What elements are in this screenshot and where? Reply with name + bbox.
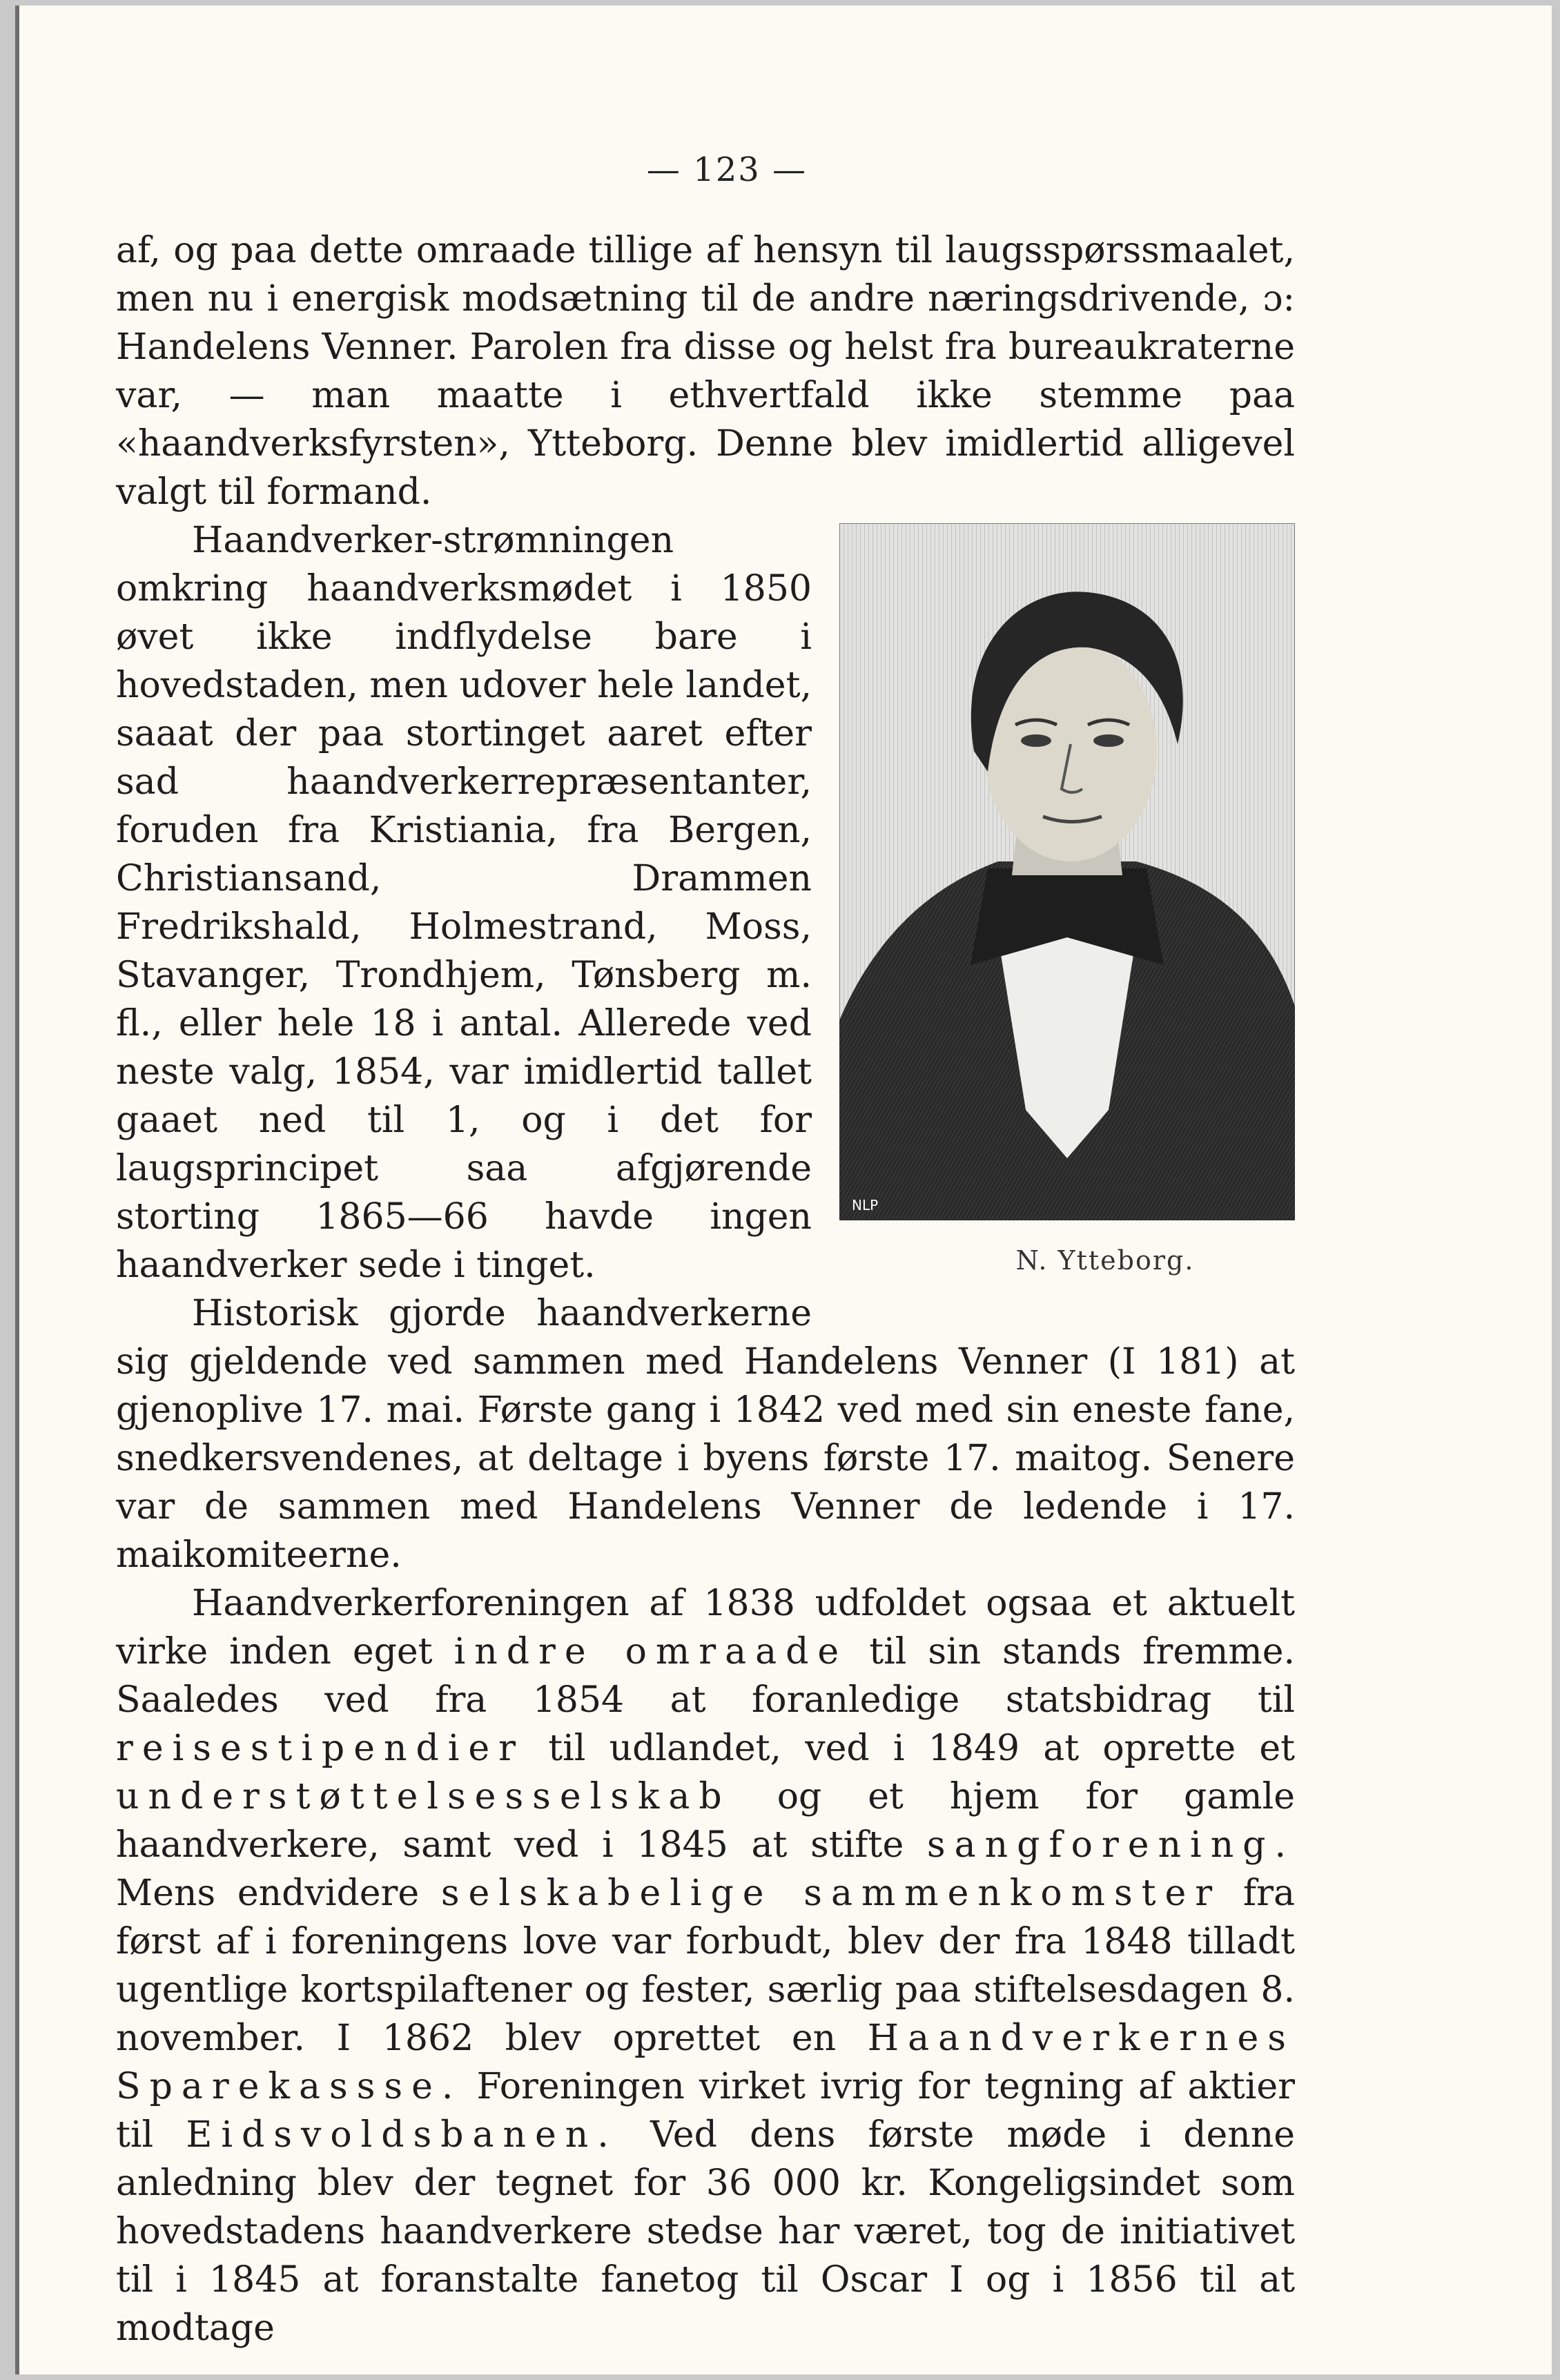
p4-text-d: og et hjem for gamle haandverkere, samt ved i 1845 at stifte — [116, 1776, 1295, 1866]
spaced-reisestipendier: reisestipendier — [116, 1728, 525, 1769]
p4-text-b: til sin stands fremme. Saaledes ved fra 1854 at foranledige statsbidrag til — [116, 1631, 1296, 1721]
figure-caption: N. Ytteborg. — [1015, 1245, 1195, 1276]
body-text — [116, 226, 1295, 2352]
spaced-haandverkernes-sparekasse: Haandverkernes Sparekassse. — [116, 2018, 1295, 2107]
figure-portrait — [839, 523, 1295, 1292]
paragraph-3: Historisk gjorde haandverkerne sig gjeldende ved sammen med Handelens Venner (I 181) at gjenoplive 17. mai. Første gang i 1842 ved med sin eneste fane, snedkersvendenes, at deltage i byens første 17. maitog. Senere var de sammen med Handelens Venner de ledende i 17. maikomiteerne. — [116, 1293, 1295, 1576]
spaced-understottelsesselskab: understøttelsesselskab — [116, 1776, 731, 1817]
paragraph-2 — [116, 516, 1295, 1289]
paragraph-4 — [116, 1579, 1295, 2352]
page-number: — 123 — — [646, 150, 808, 189]
spaced-indre-omraade: indre omraade — [454, 1631, 848, 1672]
p4-text-c: til udlandet, ved i 1849 at oprette et — [548, 1728, 1296, 1769]
p4-text-f: fra først af i foreningens love var forbudt, blev der fra 1848 tilladt ugentlige kortspilaftener og fester, særlig paa stiftelsesdagen 8. november. I 1862 blev oprettet en — [116, 1873, 1295, 2059]
spaced-eidsvoldsbanen: Eidsvoldsbanen. — [186, 2114, 618, 2156]
portrait-engraving — [839, 523, 1295, 1220]
p4-text-a: Haandverkerforeningen af 1838 udfoldet ogsaa et aktuelt virke inden eget — [116, 1583, 1295, 1672]
book-page — [15, 6, 1552, 2374]
p4-text-e: Mens endvidere — [116, 1873, 420, 1914]
paragraph-1: af, og paa dette omraade tillige af hensyn til laugsspørssmaalet, men nu i energisk modsætning til de andre næringsdrivende, ɔ: Handelens Venner. Parolen fra disse og helst fra bureaukraterne var, — man maatte i ethvertfald ikke stemme paa «haandverksfyrsten», Ytteborg. Denne blev imidlertid alligevel valgt til formand. — [116, 230, 1295, 513]
spaced-selskabelige-sammenkomster: selskabelige sammenkomster — [440, 1873, 1222, 1914]
paragraph-2-text: Haandverker-strømningen omkring haandverksmødet i 1850 øvet ikke indflydelse bare i hovedstaden, men udover hele landet, saaat der paa stortinget aaret efter sad haandverkerrepræsentanter, foruden fra Kristiania, fra Bergen, Christiansand, Drammen Fredrikshald, Holmestrand, Moss, Stavanger, Trondhjem, Tønsberg m. fl., eller hele 18 i antal. Allerede ved neste valg, 1854, var imidlertid tallet gaaet ned til 1, og i det for laugsprincipet saa afgjørende storting 1865—66 havde ingen haandverker sede i tinget. — [116, 520, 812, 1286]
p4-text-h: Ved dens første møde i denne anledning blev der tegnet for 36 000 kr. Kongeligsindet som hovedstadens haandverkere stedse har været, tog de initiativet til i 1845 at foranstalte fanetog til Oscar I og i 1856 til at modtage — [116, 2114, 1296, 2349]
engraver-monogram: NLP — [852, 1197, 879, 1213]
p4-text-g: Foreningen virket ivrig for tegning af aktier til — [116, 2066, 1296, 2156]
spaced-sangforening: sangforening. — [926, 1824, 1295, 1866]
